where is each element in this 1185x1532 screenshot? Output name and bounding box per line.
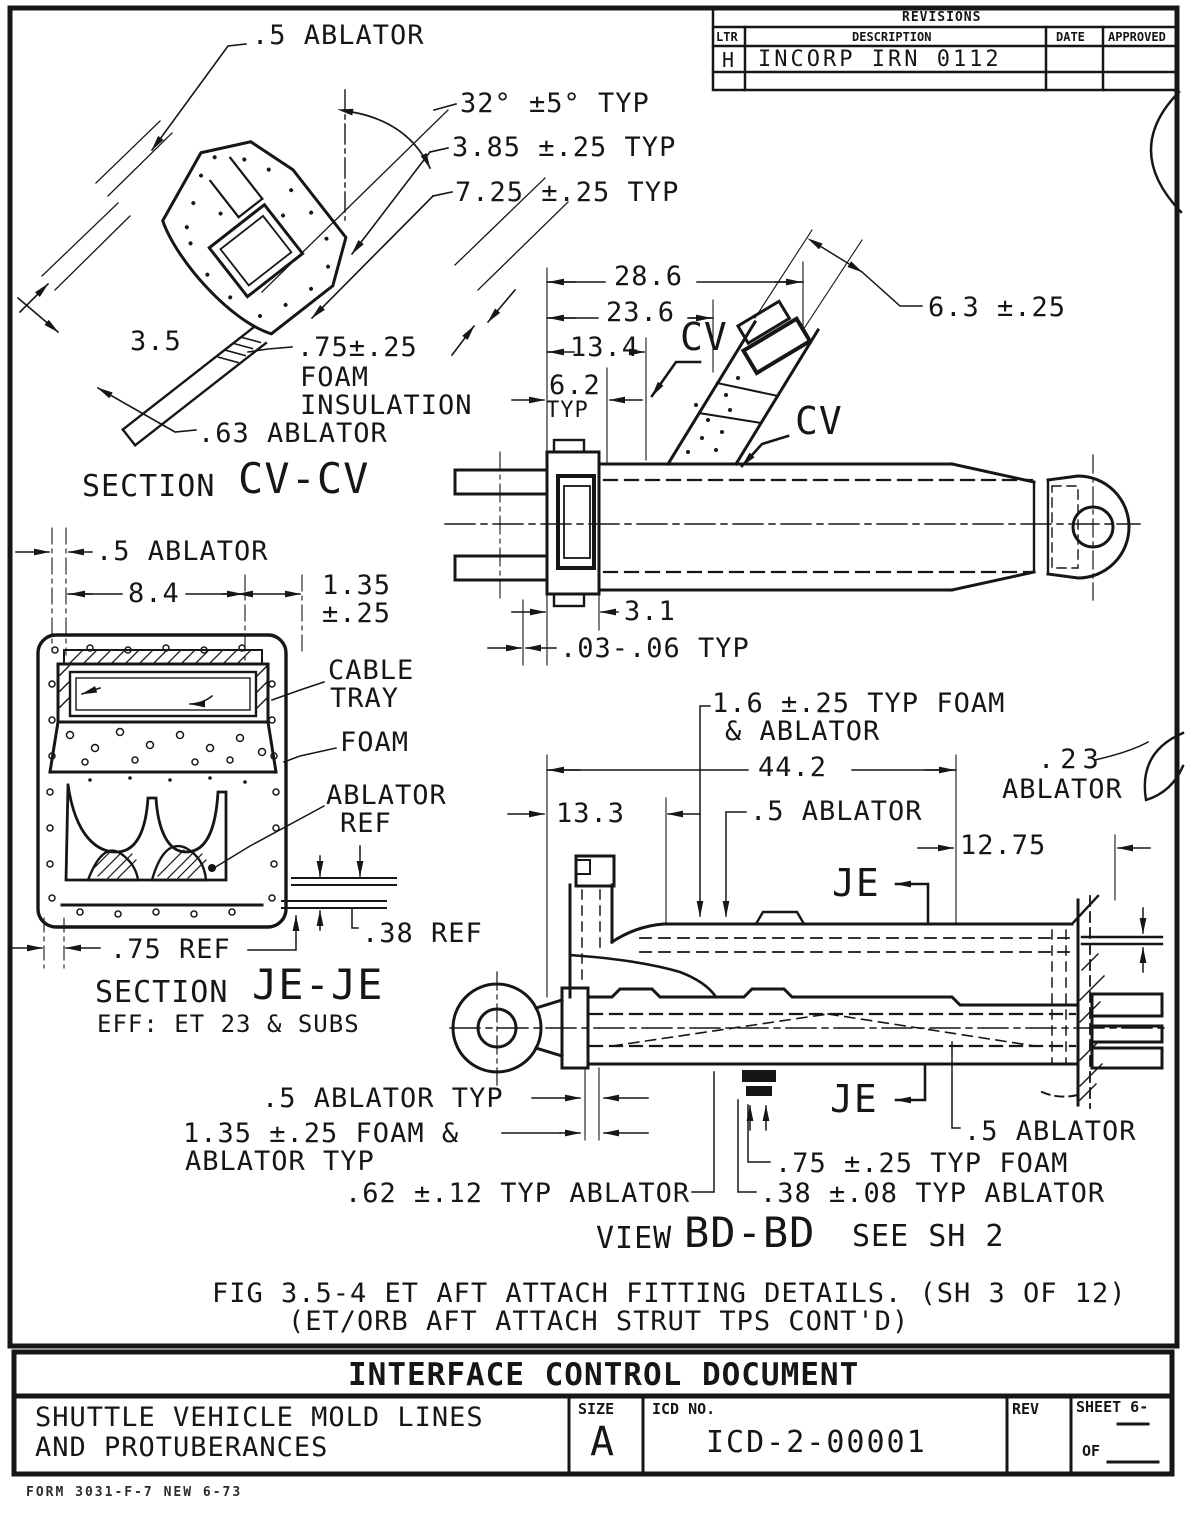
je-cut-label-upper: JE <box>832 861 880 905</box>
size-label: SIZE <box>578 1400 615 1418</box>
bd-dim-1275: 12.75 <box>960 830 1047 861</box>
cv-ablator-5-label: .5 ABLATOR <box>252 20 425 51</box>
je-ablator-label: ABLATOR <box>326 780 447 811</box>
je-dim-135-tol: ±.25 <box>322 598 392 629</box>
revisions-col-date: DATE <box>1056 30 1085 44</box>
je-effectivity: EFF: ET 23 & SUBS <box>97 1010 360 1038</box>
bd-ablator-38: .38 ±.08 TYP ABLATOR <box>760 1178 1106 1209</box>
bd-caption-see: SEE SH 2 <box>852 1219 1005 1254</box>
cv-cut-label-lower: CV <box>795 399 843 443</box>
title-block-line2: AND PROTUBERANCES <box>35 1432 329 1463</box>
je-cut-arrow-lower <box>896 1064 925 1100</box>
bd-foam-135-2: ABLATOR TYP <box>185 1146 375 1177</box>
cv-foam-dim: .75±.25 <box>297 332 418 363</box>
cv-insulation-word: INSULATION <box>300 390 473 421</box>
revisions-title: REVISIONS <box>902 10 982 25</box>
je-foam-label: FOAM <box>340 727 410 758</box>
icd-no-value: ICD-2-00001 <box>706 1425 927 1460</box>
revisions-col-description: DESCRIPTION <box>852 30 932 44</box>
cv-cut-arrow-upper <box>652 362 700 396</box>
bd-caption-view: VIEW <box>596 1221 673 1256</box>
je-cut-arrow-upper <box>896 884 928 922</box>
je-caption-id: JE-JE <box>252 960 384 1009</box>
cv-cut-label-upper: CV <box>680 315 728 359</box>
cv-caption-id: CV-CV <box>238 454 370 503</box>
bd-foam-typ-1: 1.6 ±.25 TYP FOAM <box>712 688 1006 719</box>
figure-caption-line1: FIG 3.5-4 ET AFT ATTACH FITTING DETAILS. (SH 3 OF 12) <box>212 1278 1127 1309</box>
dim-134: 13.4 <box>570 332 640 363</box>
revision-row-ltr: H <box>722 48 736 72</box>
revisions-col-ltr: LTR <box>716 30 738 44</box>
je-dim-84: 8.4 <box>128 578 180 609</box>
size-value: A <box>590 1419 616 1465</box>
je-cable-label: CABLE <box>328 655 415 686</box>
revisions-col-approved: APPROVED <box>1108 30 1166 44</box>
je-ablator-hatch <box>92 850 206 878</box>
je-ablator-5-label: .5 ABLATOR <box>96 536 269 567</box>
revision-row-description: INCORP IRN 0112 <box>758 47 1002 72</box>
cv-dim-35: 3.5 <box>130 326 182 357</box>
bd-dim-442: 44.2 <box>758 752 828 783</box>
je-caption-word: SECTION <box>95 975 229 1010</box>
title-block-line1: SHUTTLE VEHICLE MOLD LINES <box>35 1402 484 1433</box>
cv-dim-725: 7.25 ±.25 TYP <box>455 177 680 208</box>
bd-ablator-23-word: ABLATOR <box>1002 774 1123 805</box>
leader-ablator-5 <box>152 44 246 150</box>
sheet-of-label: OF <box>1082 1442 1101 1460</box>
cv-ablator-63-label: .63 ABLATOR <box>198 418 388 449</box>
icd-no-label: ICD NO. <box>652 1400 716 1418</box>
bd-foam-135-1: 1.35 ±.25 FOAM & <box>183 1118 460 1149</box>
bd-caption-id: BD-BD <box>684 1208 816 1257</box>
bd-dim-133: 13.3 <box>556 798 626 829</box>
bd-foam-typ-2: & ABLATOR <box>725 716 881 747</box>
dim-236: 23.6 <box>606 297 676 328</box>
figure-caption-line2: (ET/ORB AFT ATTACH STRUT TPS CONT'D) <box>288 1306 910 1337</box>
je-tray-label: TRAY <box>330 683 400 714</box>
dim-62: 6.2 <box>549 370 601 401</box>
bd-ablator-5-typ: .5 ABLATOR TYP <box>262 1083 504 1114</box>
je-cover-hatch <box>70 651 250 663</box>
cv-angle-dim: 32° ±5° TYP <box>460 88 650 119</box>
cv-dim-385: 3.85 ±.25 TYP <box>452 132 677 163</box>
bd-ablator-62: .62 ±.12 TYP ABLATOR <box>345 1178 691 1209</box>
sheet-label: SHEET 6- <box>1076 1398 1149 1416</box>
angle-arc <box>352 112 430 168</box>
je-dim-135: 1.35 <box>322 570 392 601</box>
bd-ablator-5-mid: .5 ABLATOR <box>750 796 923 827</box>
dim-0306: .03-.06 TYP <box>560 633 750 664</box>
je-ablator-ref-label: REF <box>340 808 392 839</box>
dim-31: 3.1 <box>624 596 676 627</box>
je-cut-label-lower: JE <box>830 1077 878 1121</box>
bd-foam-75: .75 ±.25 TYP FOAM <box>775 1148 1069 1179</box>
rev-label: REV <box>1012 1400 1040 1418</box>
bd-ablator-5-right: .5 ABLATOR <box>964 1116 1137 1147</box>
je-ref-75: .75 REF <box>110 934 231 965</box>
bd-ablator-23: .23 <box>1038 744 1105 775</box>
je-ref-38: .38 REF <box>362 918 483 949</box>
form-note: FORM 3031-F-7 NEW 6-73 <box>26 1485 243 1500</box>
cv-caption-word: SECTION <box>82 469 216 504</box>
dim-62-typ: TYP <box>546 398 589 423</box>
band-title: INTERFACE CONTROL DOCUMENT <box>348 1357 860 1393</box>
dim-286: 28.6 <box>614 261 684 292</box>
cv-foam-word: FOAM <box>300 362 370 393</box>
dim-63: 6.3 ±.25 <box>928 292 1067 323</box>
je-foam-stipple <box>67 729 266 766</box>
